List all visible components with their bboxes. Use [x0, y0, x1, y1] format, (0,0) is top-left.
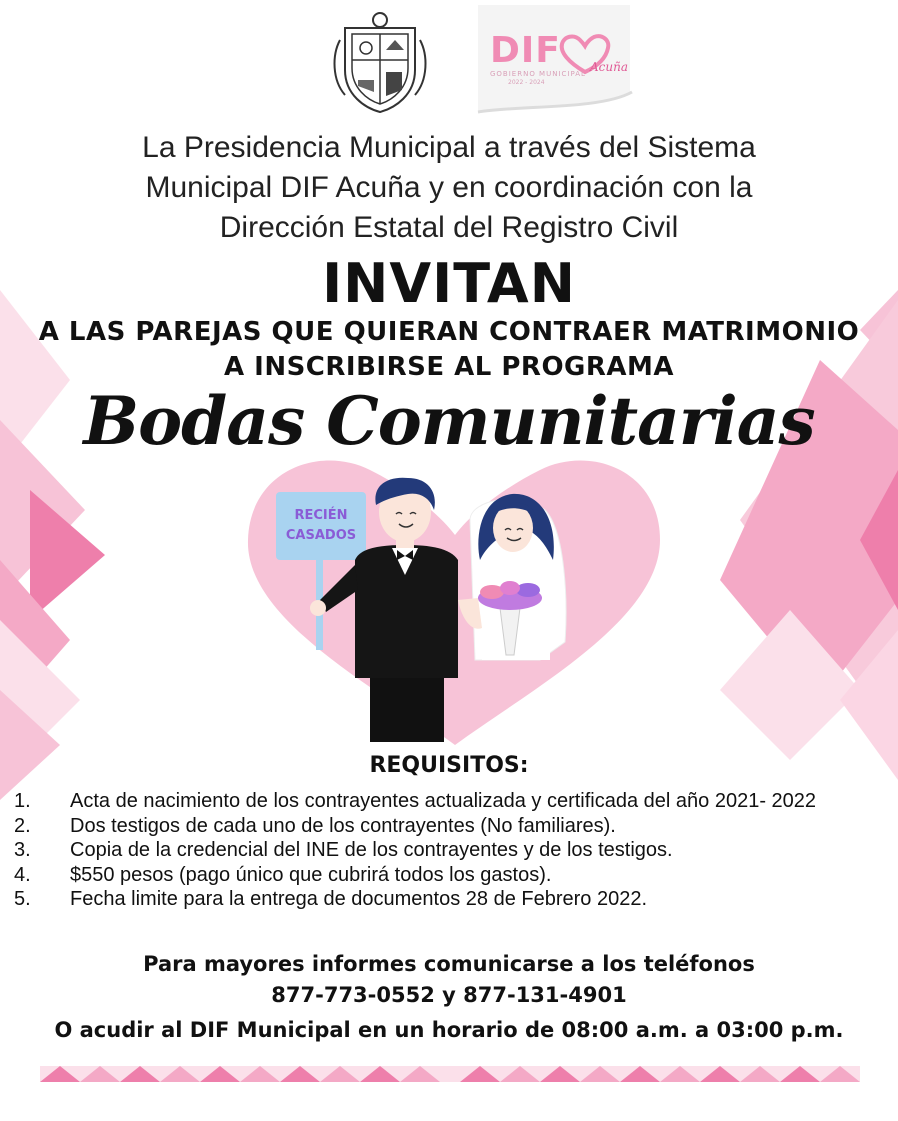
- coat-of-arms-seal-icon: [335, 13, 426, 112]
- list-item: [14, 887, 894, 912]
- dif-logo-text: DIF: [490, 30, 561, 71]
- subheadline-line-1: A LAS PAREJAS QUE QUIERAN CONTRAER MATRIMONIO: [38, 317, 860, 347]
- headline: INVITAN: [322, 252, 576, 315]
- list-item: [14, 814, 894, 839]
- list-item-text: Dos testigos de cada uno de los contrayentes (No familiares).: [70, 814, 616, 837]
- list-item: [14, 789, 894, 814]
- dif-logo-script: Acuña: [590, 60, 628, 74]
- list-item-text: Fecha limite para la entrega de documentos 28 de Febrero 2022.: [70, 888, 648, 910]
- intro-line-1: La Presidencia Municipal a través del Sistema: [142, 131, 756, 164]
- list-item: [14, 838, 894, 863]
- list-item-number: 2.: [14, 814, 31, 837]
- contact-hours: O acudir al DIF Municipal en un horario de 08:00 a.m. a 03:00 p.m.: [54, 1018, 844, 1042]
- contact-phones: 877-773-0552 y 877-131-4901: [271, 983, 627, 1007]
- list-item: [14, 863, 894, 888]
- list-item-number: 4.: [14, 863, 31, 886]
- intro-text: [60, 128, 838, 248]
- requirements-title: REQUISITOS:: [369, 753, 529, 778]
- list-item-number: 3.: [14, 839, 31, 861]
- dif-logo-years: 2022 - 2024: [508, 79, 545, 86]
- dif-logo-subtitle: GOBIERNO MUNICIPAL: [490, 70, 586, 78]
- intro-line-3: Dirección Estatal del Registro Civil: [219, 211, 679, 244]
- subheadline-line-2: A INSCRIBIRSE AL PROGRAMA: [223, 352, 675, 382]
- intro-line-2: Municipal DIF Acuña y en coordinación con la: [145, 171, 753, 204]
- program-title: Bodas Comunitarias: [83, 382, 815, 460]
- list-item-text: Acta de nacimiento de los contrayentes actualizada y certificada del año 2021- 2022: [70, 790, 817, 812]
- list-item-number: 1.: [14, 790, 31, 812]
- zigzag-border: [40, 1066, 860, 1082]
- list-item-text: $550 pesos (pago único que cubrirá todos los gastos).: [70, 863, 552, 886]
- sign-text: [276, 492, 366, 560]
- contact-info-line: Para mayores informes comunicarse a los teléfonos: [143, 952, 755, 976]
- bride-figure: [458, 494, 566, 660]
- list-item-number: 5.: [14, 888, 31, 910]
- list-item-text: Copia de la credencial del INE de los contrayentes y de los testigos.: [70, 839, 673, 861]
- sign-line-2: CASADOS: [285, 528, 357, 543]
- sign-line-1: RECIÉN: [294, 508, 348, 523]
- subheadline: [20, 315, 878, 385]
- requirements-list: [14, 789, 894, 912]
